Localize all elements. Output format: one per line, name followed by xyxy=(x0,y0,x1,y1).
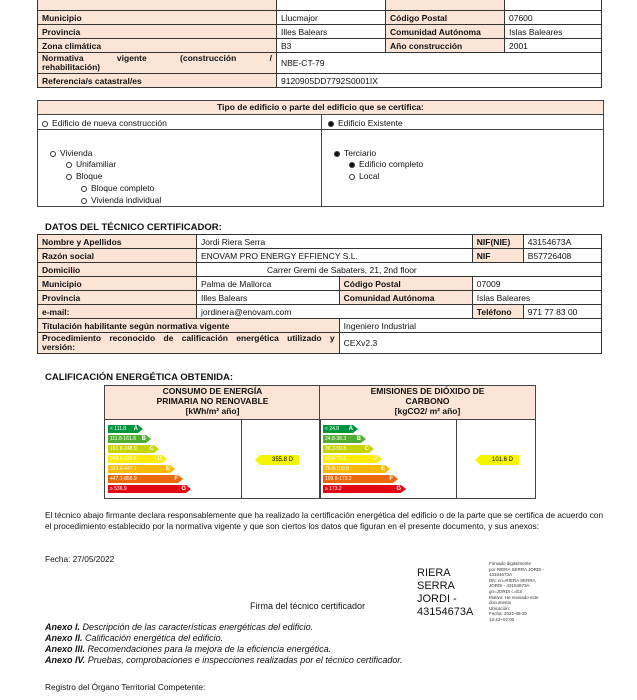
scale-range-label: 59.8-78.8 xyxy=(325,456,347,462)
building-type-box xyxy=(37,100,604,207)
option-bloque-completo[interactable]: Bloque completo xyxy=(81,183,154,193)
scale-bar-d xyxy=(108,455,162,463)
option-existente[interactable]: Edificio Existente xyxy=(328,118,403,128)
calificacion-title: CALIFICACIÓN ENERGÉTICA OBTENIDA: xyxy=(45,372,234,383)
scale-range-label: 447.1-856.9 xyxy=(110,476,137,482)
scale-arrow-tip xyxy=(369,445,374,453)
scale-letter: C xyxy=(149,446,154,452)
scale-letter: B xyxy=(141,436,146,442)
consumo-scale xyxy=(105,420,242,498)
table-row: Procedimiento reconocido de calificación energética utilizado y versión: CEXv2.3 xyxy=(38,333,602,354)
scale-bar-b xyxy=(323,435,361,443)
anexo-item: Anexo I. Descripción de las características energéticas del edificio. xyxy=(45,622,314,632)
table-row: Normativa vigente (construcción / rehabilitación) NBE-CT-79 xyxy=(38,53,602,74)
scale-range-label: < 24.8 xyxy=(325,426,340,432)
option-local[interactable]: Local xyxy=(349,171,379,181)
scale-letter: E xyxy=(165,466,170,472)
consumo-value-arrow: 355.8 D xyxy=(260,455,299,465)
table-row: Municipio Llucmajor Código Postal 07600 xyxy=(38,11,602,25)
scale-bar-c xyxy=(108,445,154,453)
scale-bar-g xyxy=(108,485,186,493)
table-row: Razón social ENOVAM PRO ENERGY EFFIENCY S.L. NIF B57726408 xyxy=(38,249,602,263)
scale-arrow-tip xyxy=(162,455,167,463)
option-vivienda-individual[interactable]: Vivienda individual xyxy=(81,195,161,205)
scale-letter: B xyxy=(356,436,361,442)
scale-range-label: 161.8-248.9 xyxy=(110,446,137,452)
option-unifamiliar[interactable]: Unifamiliar xyxy=(66,159,116,169)
scale-letter: G xyxy=(181,486,186,492)
radio-icon xyxy=(50,151,56,157)
scale-arrow-tip xyxy=(146,435,151,443)
scale-range-label: 78.8-109.8 xyxy=(325,466,349,472)
table-row: Titulación habilitante según normativa vigente Ingeniero Industrial xyxy=(38,319,602,333)
option-terciario[interactable]: Terciario xyxy=(334,148,376,158)
scale-arrow-tip xyxy=(178,475,183,483)
scale-range-label: 24.8-38.3 xyxy=(325,436,347,442)
scale-range-label: ≥ 173.2 xyxy=(325,486,342,492)
table-row: Municipio Palma de Mallorca Código Postal 07009 xyxy=(38,277,602,291)
scale-arrow-tip xyxy=(393,475,398,483)
scale-arrow-tip xyxy=(138,425,143,433)
option-edificio-completo[interactable]: Edificio completo xyxy=(349,159,423,169)
anexo-item: Anexo IV. Pruebas, comprobaciones e inspecciones realizadas por el técnico certificador. xyxy=(45,655,403,665)
scale-letter: C xyxy=(364,446,369,452)
scale-range-label: ≥ 536.9 xyxy=(110,486,127,492)
scale-range-label: 248.9-323.6 xyxy=(110,456,137,462)
scale-arrow-tip xyxy=(361,435,366,443)
scale-bar-a xyxy=(323,425,353,433)
fecha: Fecha: 27/05/2022 xyxy=(45,554,115,564)
signer-name: RIERA SERRA JORDI - 43154673A xyxy=(417,567,474,618)
scale-arrow-tip xyxy=(377,455,382,463)
scale-bar-e xyxy=(323,465,385,473)
scale-bar-e xyxy=(108,465,170,473)
scale-range-label: < 111.8 xyxy=(110,426,127,432)
table-row: Nombre y Apellidos Jordi Riera Serra NIF(NIE) 43154673A xyxy=(38,235,602,249)
normativa-label: Normativa vigente (construcción / xyxy=(42,53,272,63)
scale-range-label: 111.8-161.8 xyxy=(110,436,136,442)
building-type-header: Tipo de edificio o parte del edificio que se certifica: xyxy=(38,101,603,115)
table-row: Provincia Illes Balears Comunidad Autónoma Islas Baleares xyxy=(38,25,602,39)
table-row: e-mail: jordinera@enovam.com Teléfono 971 77 83 00 xyxy=(38,305,602,319)
option-vivienda[interactable]: Vivienda xyxy=(50,148,92,158)
scale-letter: F xyxy=(174,476,178,482)
radio-selected-icon xyxy=(349,162,355,168)
scale-arrow-tip xyxy=(401,485,406,493)
scale-letter: D xyxy=(372,456,377,462)
table-row: Zona climática B3 Año construcción 2001 xyxy=(38,39,602,53)
scale-letter: A xyxy=(348,426,353,432)
registro-label: Registro del Órgano Territorial Competente: xyxy=(45,682,206,692)
radio-selected-icon xyxy=(334,151,340,157)
anexo-item: Anexo III. Recomendaciones para la mejora de la eficiencia energética. xyxy=(45,644,332,654)
scale-bar-b xyxy=(108,435,146,443)
scale-bar-g xyxy=(323,485,401,493)
radio-icon xyxy=(42,121,48,127)
scale-bar-f xyxy=(108,475,178,483)
radio-icon xyxy=(81,186,87,192)
radio-icon xyxy=(349,174,355,180)
scale-arrow-tip xyxy=(154,445,159,453)
scale-letter: A xyxy=(133,426,138,432)
scale-bar-f xyxy=(323,475,393,483)
radio-icon xyxy=(66,174,72,180)
scale-letter: E xyxy=(380,466,385,472)
tecnico-title: DATOS DEL TÉCNICO CERTIFICADOR: xyxy=(45,222,222,233)
scale-range-label: 323.6-447.1 xyxy=(110,466,137,472)
scale-arrow-tip xyxy=(353,425,358,433)
anexo-item: Anexo II. Calificación energética del edificio. xyxy=(45,633,224,643)
scale-letter: F xyxy=(389,476,393,482)
option-nueva[interactable]: Edificio de nueva construcción xyxy=(42,118,167,128)
radio-icon xyxy=(81,198,87,204)
tecnico-table xyxy=(37,234,602,354)
consumo-rating-panel: CONSUMO DE ENERGÍA PRIMARIA NO RENOVABLE [kWh/m² año] < 111.8 A 111.8-161.8 B 161.8-248.9 C 248.9-323.6 D 323.6-447.1 E 447.1-856.9 F ≥ 536.9 G 355.8 D xyxy=(104,385,321,499)
scale-range-label: 109.8-173.2 xyxy=(325,476,352,482)
building-data-table xyxy=(37,0,602,88)
table-row: Domicilio Carrer Gremi de Sabaters, 21, 2nd floor xyxy=(38,263,602,277)
scale-arrow-tip xyxy=(170,465,175,473)
emisiones-rating-panel: EMISIONES DE DIÓXIDO DE CARBONO [kgCO2/ m² año] < 24.8 A 24.8-38.3 B 38.3-59.8 C 59.8-78.8 D 78.8-109.8 E 109.8-173.2 F ≥ 173.2 G 101.6 D xyxy=(319,385,536,499)
table-row: Provincia Illes Balears Comunidad Autónoma Islas Baleares xyxy=(38,291,602,305)
scale-bar-a xyxy=(108,425,138,433)
digital-signature-block: Firmado digitalmente por RIERA SERRA JORDI - 43154673A DN: cn=RIERA SERRA JORDI - 43154673A gn=JORDI c=ES Motivo: He revisado este documento Ubicación: Fecha: 2022-05-30 13:43+02:00 xyxy=(489,561,545,622)
firma-label: Firma del técnico certificador xyxy=(250,601,366,611)
radio-icon xyxy=(66,162,72,168)
emisiones-scale xyxy=(320,420,457,498)
scale-letter: G xyxy=(396,486,401,492)
declaracion-text: El técnico abajo firmante declara responsablemente que ha realizado la certificación energética del edificio o de la parte que se certifica de acuerdo con el procedimiento establecido por la normativa vigente y que son ciertos los datos que figuran en el presente documento, y sus anexos: xyxy=(45,510,604,531)
table-row: Referencia/s catastral/es 9120905DD7792S0001IX xyxy=(38,74,602,88)
option-bloque[interactable]: Bloque xyxy=(66,171,102,181)
scale-range-label: 38.3-59.8 xyxy=(325,446,347,452)
scale-letter: D xyxy=(157,456,162,462)
scale-arrow-tip xyxy=(385,465,390,473)
scale-bar-d xyxy=(323,455,377,463)
radio-selected-icon xyxy=(328,121,334,127)
scale-bar-c xyxy=(323,445,369,453)
scale-arrow-tip xyxy=(186,485,191,493)
emisiones-value-arrow: 101.6 D xyxy=(480,455,519,465)
